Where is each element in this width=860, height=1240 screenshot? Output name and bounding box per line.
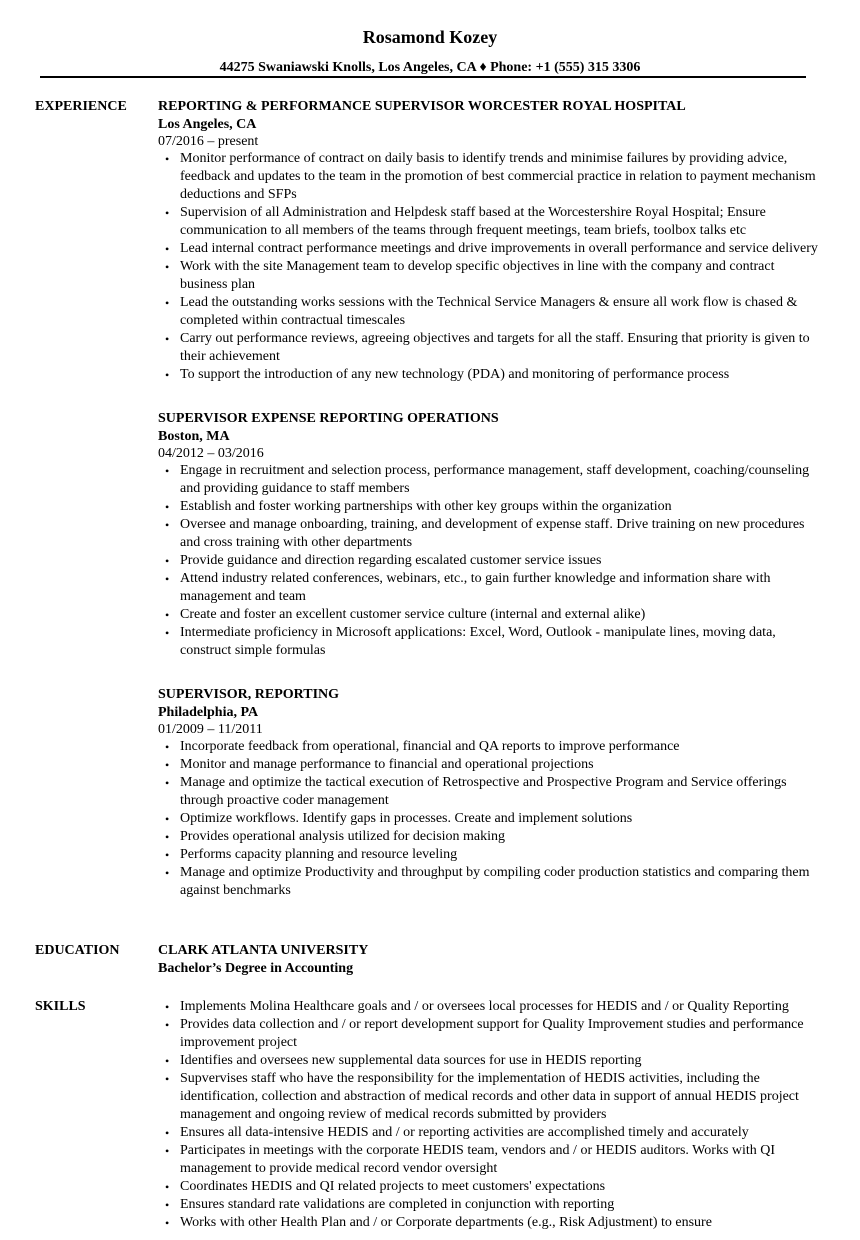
- skill-item: • Participates in meetings with the corporate HEDIS team, vendors and / or HEDIS auditors. Works with QI management to provide medical record vendor oversight: [180, 1142, 818, 1178]
- bullet-item: • Work with the site Management team to develop specific objectives in line with the company and contract business plan: [180, 258, 818, 294]
- bullet-item: • Incorporate feedback from operational, financial and QA reports to improve performance: [180, 738, 818, 756]
- job-dates: 04/2012 – 03/2016: [158, 446, 264, 461]
- skill-item: • Provides data collection and / or report development support for Quality Improvement studies and performance improvement project: [180, 1016, 818, 1052]
- experience-list: [158, 98, 818, 900]
- bullet-item: • Carry out performance reviews, agreeing objectives and targets for all the staff. Ensuring that priority is given to their achievement: [180, 330, 818, 366]
- bullet-item: • Intermediate proficiency in Microsoft applications: Excel, Word, Outlook - manipulate lines, moving data, construct simple formulas: [180, 624, 818, 660]
- bullet-item: • Provide guidance and direction regarding escalated customer service issues: [180, 552, 818, 570]
- bullet-item: • Provides operational analysis utilized for decision making: [180, 828, 818, 846]
- job-bullets: [158, 150, 818, 384]
- experience-heading: EXPERIENCE: [35, 99, 127, 114]
- job-title: SUPERVISOR EXPENSE REPORTING OPERATIONS: [158, 411, 499, 426]
- job-location: Los Angeles, CA: [158, 117, 257, 132]
- skill-item: • Supvervises staff who have the responsibility for the implementation of HEDIS activities, including the identification, collection and abstraction of medical records and other data in support of annual HEDIS project management and ongoing review of medical records submitted by providers: [180, 1070, 818, 1124]
- skill-item: • Ensures standard rate validations are completed in conjunction with reporting: [180, 1196, 818, 1214]
- bullet-item: • Manage and optimize Productivity and throughput by compiling coder production statistics and comparing them against benchmarks: [180, 864, 818, 900]
- bullet-item: • Oversee and manage onboarding, training, and development of expense staff. Drive training on new procedures and cross training with other departments: [180, 516, 818, 552]
- bullet-item: • Monitor performance of contract on daily basis to identify trends and minimise failures by providing advice, feedback and updates to the team in the promotion of best commercial practice in relation to payment mechanism deductions and SFPs: [180, 150, 818, 204]
- job-location: Philadelphia, PA: [158, 705, 259, 720]
- candidate-name: Rosamond Kozey: [362, 27, 498, 47]
- skills-heading: SKILLS: [35, 999, 86, 1014]
- job-entry: [158, 686, 818, 900]
- header-divider: [40, 76, 806, 78]
- bullet-item: • Engage in recruitment and selection process, performance management, staff development, coaching/counseling and providing guidance to staff members: [180, 462, 818, 498]
- contact-line: 44275 Swaniawski Knolls, Los Angeles, CA ♦ Phone: +1 (555) 315 3306: [219, 60, 641, 75]
- job-dates: 07/2016 – present: [158, 134, 259, 149]
- bullet-item: • Supervision of all Administration and Helpdesk staff based at the Worcestershire Royal Hospital; Ensure communication to all members of the teams through frequent meetings, team briefs, toolbox talks etc: [180, 204, 818, 240]
- bullet-item: • To support the introduction of any new technology (PDA) and monitoring of performance process: [180, 366, 818, 384]
- bullet-item: • Create and foster an excellent customer service culture (internal and external alike): [180, 606, 818, 624]
- job-entry: [158, 410, 818, 660]
- bullet-item: • Lead the outstanding works sessions with the Technical Service Managers & ensure all work flow is chased & completed within contractual timescales: [180, 294, 818, 330]
- bullet-item: • Lead internal contract performance meetings and drive improvements in overall performance and service delivery: [180, 240, 818, 258]
- bullet-item: • Monitor and manage performance to financial and operational projections: [180, 756, 818, 774]
- skill-item: • Coordinates HEDIS and QI related projects to meet customers' expectations: [180, 1178, 818, 1196]
- skill-item: • Ensures all data-intensive HEDIS and / or reporting activities are accomplished timely and accurately: [180, 1124, 818, 1142]
- job-bullets: [158, 462, 818, 660]
- degree: Bachelor’s Degree in Accounting: [158, 961, 354, 976]
- education-entry: [158, 942, 818, 978]
- bullet-item: • Establish and foster working partnerships with other key groups within the organization: [180, 498, 818, 516]
- job-title: REPORTING & PERFORMANCE SUPERVISOR WORCESTER ROYAL HOSPITAL: [158, 99, 686, 114]
- skills-list: [158, 998, 818, 1232]
- bullet-item: • Performs capacity planning and resource leveling: [180, 846, 818, 864]
- skill-item: • Works with other Health Plan and / or Corporate departments (e.g., Risk Adjustment) to ensure: [180, 1214, 818, 1232]
- skill-item: • Identifies and oversees new supplemental data sources for use in HEDIS reporting: [180, 1052, 818, 1070]
- skills-bullets: [158, 998, 818, 1232]
- job-bullets: [158, 738, 818, 900]
- job-entry: [158, 98, 818, 384]
- school-name: CLARK ATLANTA UNIVERSITY: [158, 943, 369, 958]
- bullet-item: • Attend industry related conferences, webinars, etc., to gain further knowledge and information share with management and team: [180, 570, 818, 606]
- bullet-item: • Optimize workflows. Identify gaps in processes. Create and implement solutions: [180, 810, 818, 828]
- job-dates: 01/2009 – 11/2011: [158, 722, 263, 737]
- bullet-item: • Manage and optimize the tactical execution of Retrospective and Prospective Program and Service offerings through proactive coder management: [180, 774, 818, 810]
- skill-item: • Implements Molina Healthcare goals and / or oversees local processes for HEDIS and / or Quality Reporting: [180, 998, 818, 1016]
- job-location: Boston, MA: [158, 429, 230, 444]
- job-title: SUPERVISOR, REPORTING: [158, 687, 340, 702]
- education-heading: EDUCATION: [35, 943, 120, 958]
